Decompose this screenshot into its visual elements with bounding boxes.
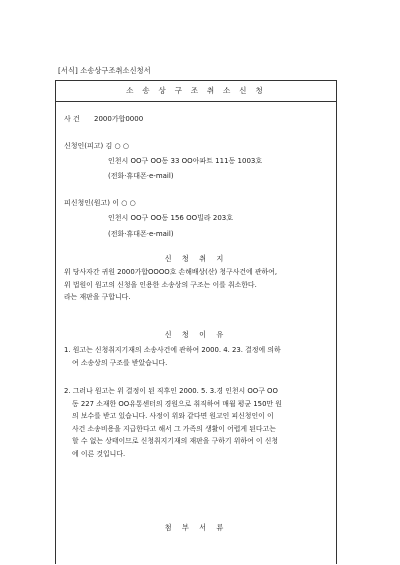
form-label: [서식] 소송상구조취소신청서 [58, 66, 151, 75]
reason-line: 에 이른 것입니다. [72, 449, 126, 458]
respondent-label: 피신청인(원고) 이 ○ ○ [64, 199, 136, 207]
reason-item-1 [64, 344, 330, 369]
purpose-line: 위 법원이 원고의 신청을 인용한 소송상의 구조는 이를 취소한다. [64, 280, 257, 289]
respondent-contact: (전화·휴대폰·e-mail) [108, 230, 174, 238]
case-number: 2000가합0000 [94, 115, 144, 123]
purpose-line: 위 당사자간 귀원 2000가합OOOO호 손해배상(산) 청구사건에 관하여, [64, 268, 278, 276]
reason-line: 동 227 소재한 OO유통센터의 경원으로 취직하여 매월 평균 150만 원 [72, 399, 282, 408]
applicant-contact: (전화·휴대폰·e-mail) [108, 172, 174, 180]
purpose-heading: 신 청 취 지 [164, 254, 228, 263]
applicant-label: 신청인(피고) 김 ○ ○ [64, 142, 129, 150]
attachments-heading: 첨 부 서 류 [164, 523, 228, 532]
reason-line: 1. 원고는 신청취지기재의 소송사건에 관하여 2000. 4. 23. 결정에 의하 [64, 346, 281, 354]
respondent-address: 인천시 OO구 OO동 156 OO빌라 203호 [108, 214, 234, 222]
reason-line: 할 수 없는 상태이므로 신청취지기재의 재판을 구하기 위하여 이 신청 [72, 437, 279, 445]
document-title: 소 송 상 구 조 취 소 신 청 [56, 81, 336, 102]
reason-line: 의 보수를 받고 있습니다. 사정이 위와 같다면 원고인 피신청인이 이 [72, 412, 274, 420]
case-label: 사 건 [64, 115, 80, 123]
purpose-text [64, 266, 330, 304]
document-frame [55, 80, 337, 564]
reasons-heading: 신 청 이 유 [164, 330, 228, 339]
applicant-address: 인천시 OO구 OO동 33 OO아파트 111동 1003호 [108, 157, 263, 165]
reason-line: 2. 그러나 원고는 위 결정이 된 직후인 2000. 5. 3.경 인천시 OO구 OO [64, 387, 278, 395]
purpose-line: 라는 재판을 구합니다. [64, 293, 131, 301]
reason-line: 사건 소송비용을 지급한다고 해서 그 가족의 생활이 어렵게 된다고는 [72, 424, 276, 433]
reason-line: 여 소송상의 구조를 받았습니다. [72, 358, 168, 367]
reason-item-2 [64, 385, 330, 460]
